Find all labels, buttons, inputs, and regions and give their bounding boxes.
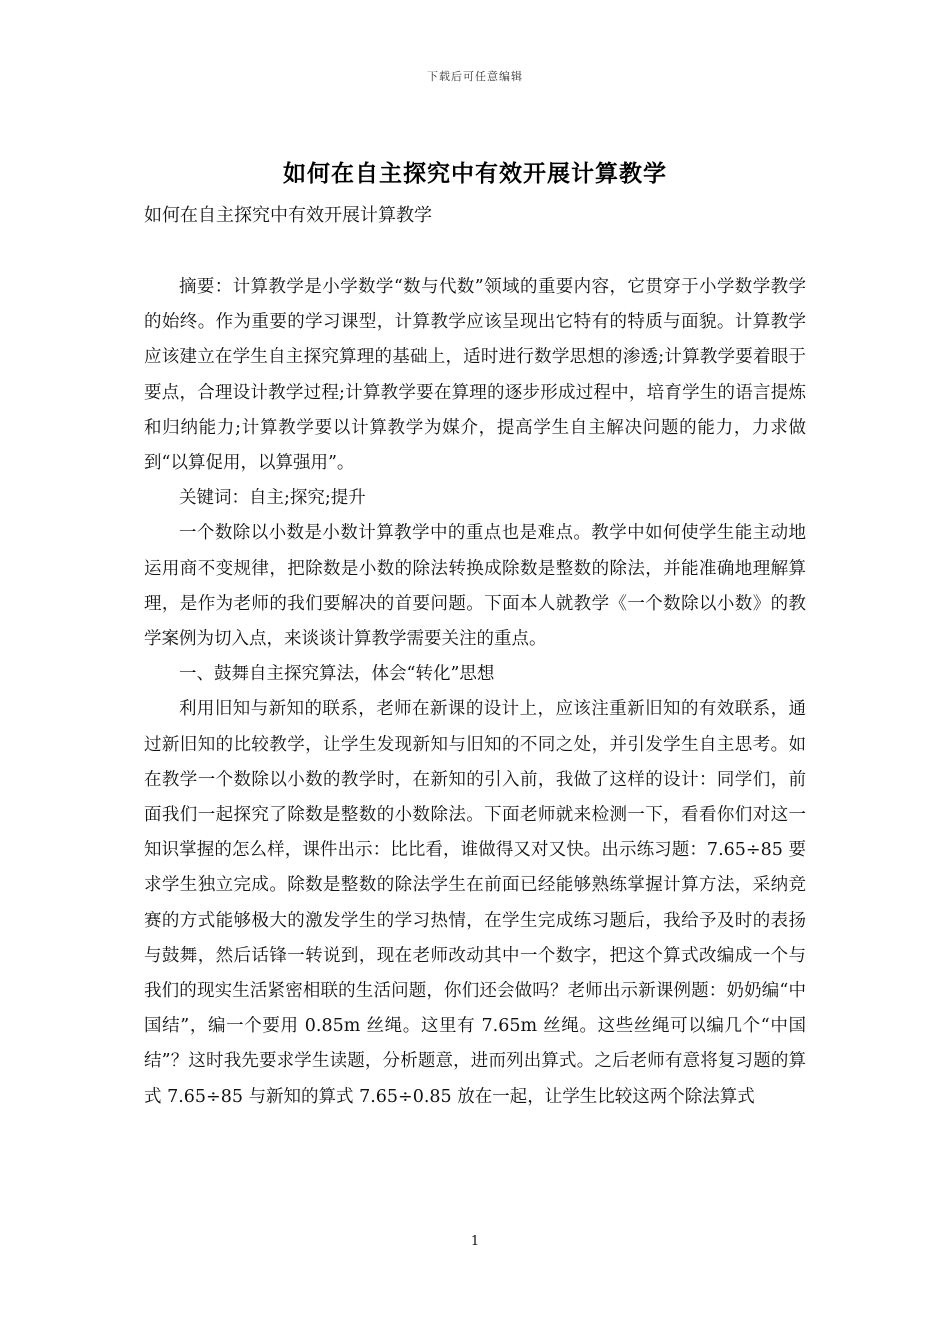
keywords-paragraph: 关键词：自主;探究;提升 — [179, 488, 366, 509]
intro-paragraph: 一个数除以小数是小数计算教学中的重点也是难点。教学中如何使学生能主动地运用商不变规律，把除数是小数的除法转换成除数是整数的除法，并能准确地理解算理，是作为老师的我们要解决的首要问题。下面本人就教学《一个数除以小数》的教学案例为切入点，来谈谈计算教学需要关注的重点。 — [144, 523, 806, 650]
header-note: 下载后可任意编辑 — [427, 70, 523, 83]
document-subtitle: 如何在自主探究中有效开展计算教学 — [144, 205, 432, 226]
document-title: 如何在自主探究中有效开展计算教学 — [283, 160, 667, 187]
document-body — [144, 270, 806, 1115]
abstract-paragraph: 摘要：计算教学是小学数学“数与代数”领域的重要内容，它贯穿于小学数学教学的始终。作为重要的学习课型，计算教学应该呈现出它特有的特质与面貌。计算教学应该建立在学生自主探究算理的基础上，适时进行数学思想的渗透;计算教学要着眼于要点，合理设计教学过程;计算教学要在算理的逐步形成过程中，培育学生的语言提炼和归纳能力;计算教学要以计算教学为媒介，提高学生自主解决问题的能力，力求做到“以算促用，以算强用”。 — [144, 277, 806, 474]
section-heading-1: 一、鼓舞自主探究算法，体会“转化”思想 — [179, 664, 495, 685]
body-paragraph: 利用旧知与新知的联系，老师在新课的设计上，应该注重新旧知的有效联系，通过新旧知的比较教学，让学生发现新知与旧知的不同之处，并引发学生自主思考。如在教学一个数除以小数的教学时，在新知的引入前，我做了这样的设计：同学们，前面我们一起探究了除数是整数的小数除法。下面老师就来检测一下，看看你们对这一知识掌握的怎么样，课件出示：比比看，谁做得又对又快。出示练习题：7.65÷85 要求学生独立完成。除数是整数的除法学生在前面已经能够熟练掌握计算方法，采纳竞赛的方式能够极大的激发学生的学习热情，在学生完成练习题后，我给予及时的表扬与鼓舞，然后话锋一转说到，现在老师改动其中一个数字，把这个算式改编成一个与我们的现实生活紧密相联的生活问题，你们还会做吗？老师出示新课例题：奶奶编“中国结”，编一个要用 0.85m 丝绳。这里有 7.65m 丝绳。这些丝绳可以编几个“中国结”？这时我先要求学生读题，分析题意，进而列出算式。之后老师有意将复习题的算式 7.65÷85 与新知的算式 7.65÷0.85 放在一起，让学生比较这两个除法算式 — [144, 699, 806, 1107]
page-number: 1 — [470, 1234, 480, 1249]
